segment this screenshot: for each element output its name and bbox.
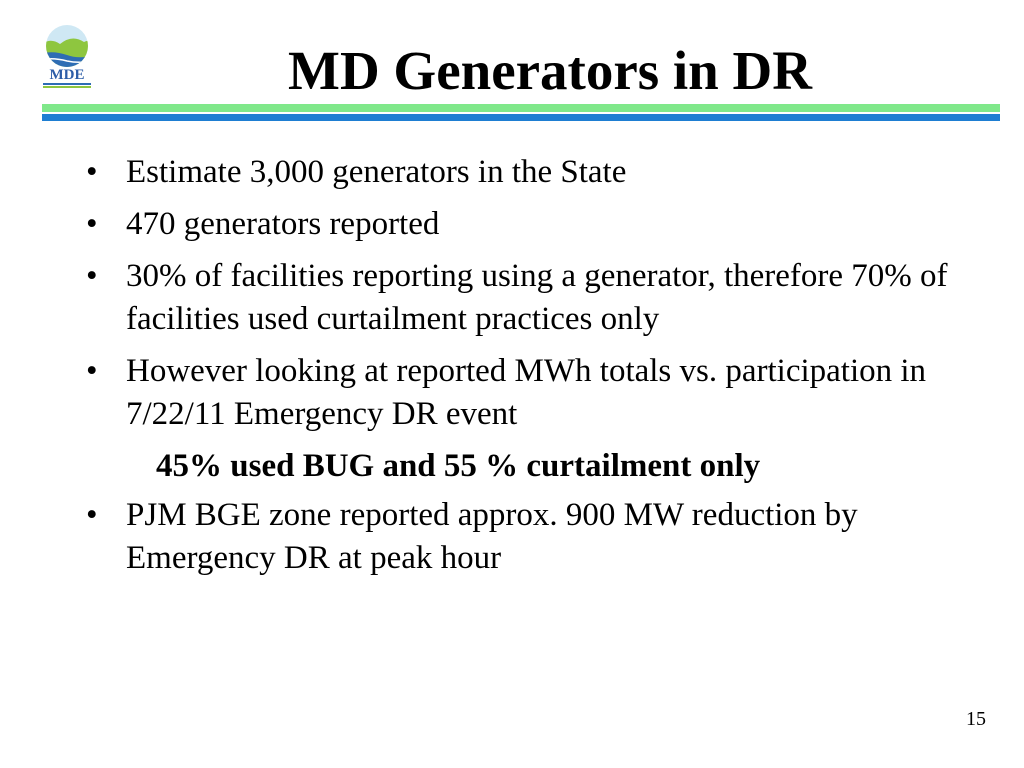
- bullet-text: Estimate 3,000 generators in the State: [126, 154, 627, 190]
- mde-logo: [38, 24, 96, 90]
- bullet-item: [86, 203, 986, 246]
- bullet-text: 30% of facilities reporting using a generator, therefore 70% of facilities used curtailment practices only: [126, 258, 948, 337]
- bullet-item: [86, 494, 986, 580]
- bullet-icon: •: [86, 206, 98, 242]
- bullet-list: [86, 151, 986, 589]
- title-rule-green: [42, 104, 1000, 112]
- emphasis-line: 45% used BUG and 55 % curtailment only: [156, 448, 761, 484]
- bullet-icon: •: [86, 258, 98, 294]
- bullet-text: PJM BGE zone reported approx. 900 MW reduction by Emergency DR at peak hour: [126, 497, 858, 576]
- bullet-text: 470 generators reported: [126, 206, 440, 242]
- page-number: 15: [966, 708, 986, 730]
- bullet-text: However looking at reported MWh totals vs. participation in 7/22/11 Emergency DR event: [126, 353, 927, 432]
- title-rule-blue: [42, 114, 1000, 121]
- bullet-item: [86, 255, 986, 341]
- svg-text:MDE: MDE: [49, 67, 85, 83]
- bullet-icon: •: [86, 154, 98, 190]
- slide-title: MD Generators in DR: [288, 40, 812, 101]
- bullet-item: [86, 151, 986, 194]
- bullet-icon: •: [86, 497, 98, 533]
- bullet-item: [86, 350, 986, 436]
- bullet-icon: •: [86, 353, 98, 389]
